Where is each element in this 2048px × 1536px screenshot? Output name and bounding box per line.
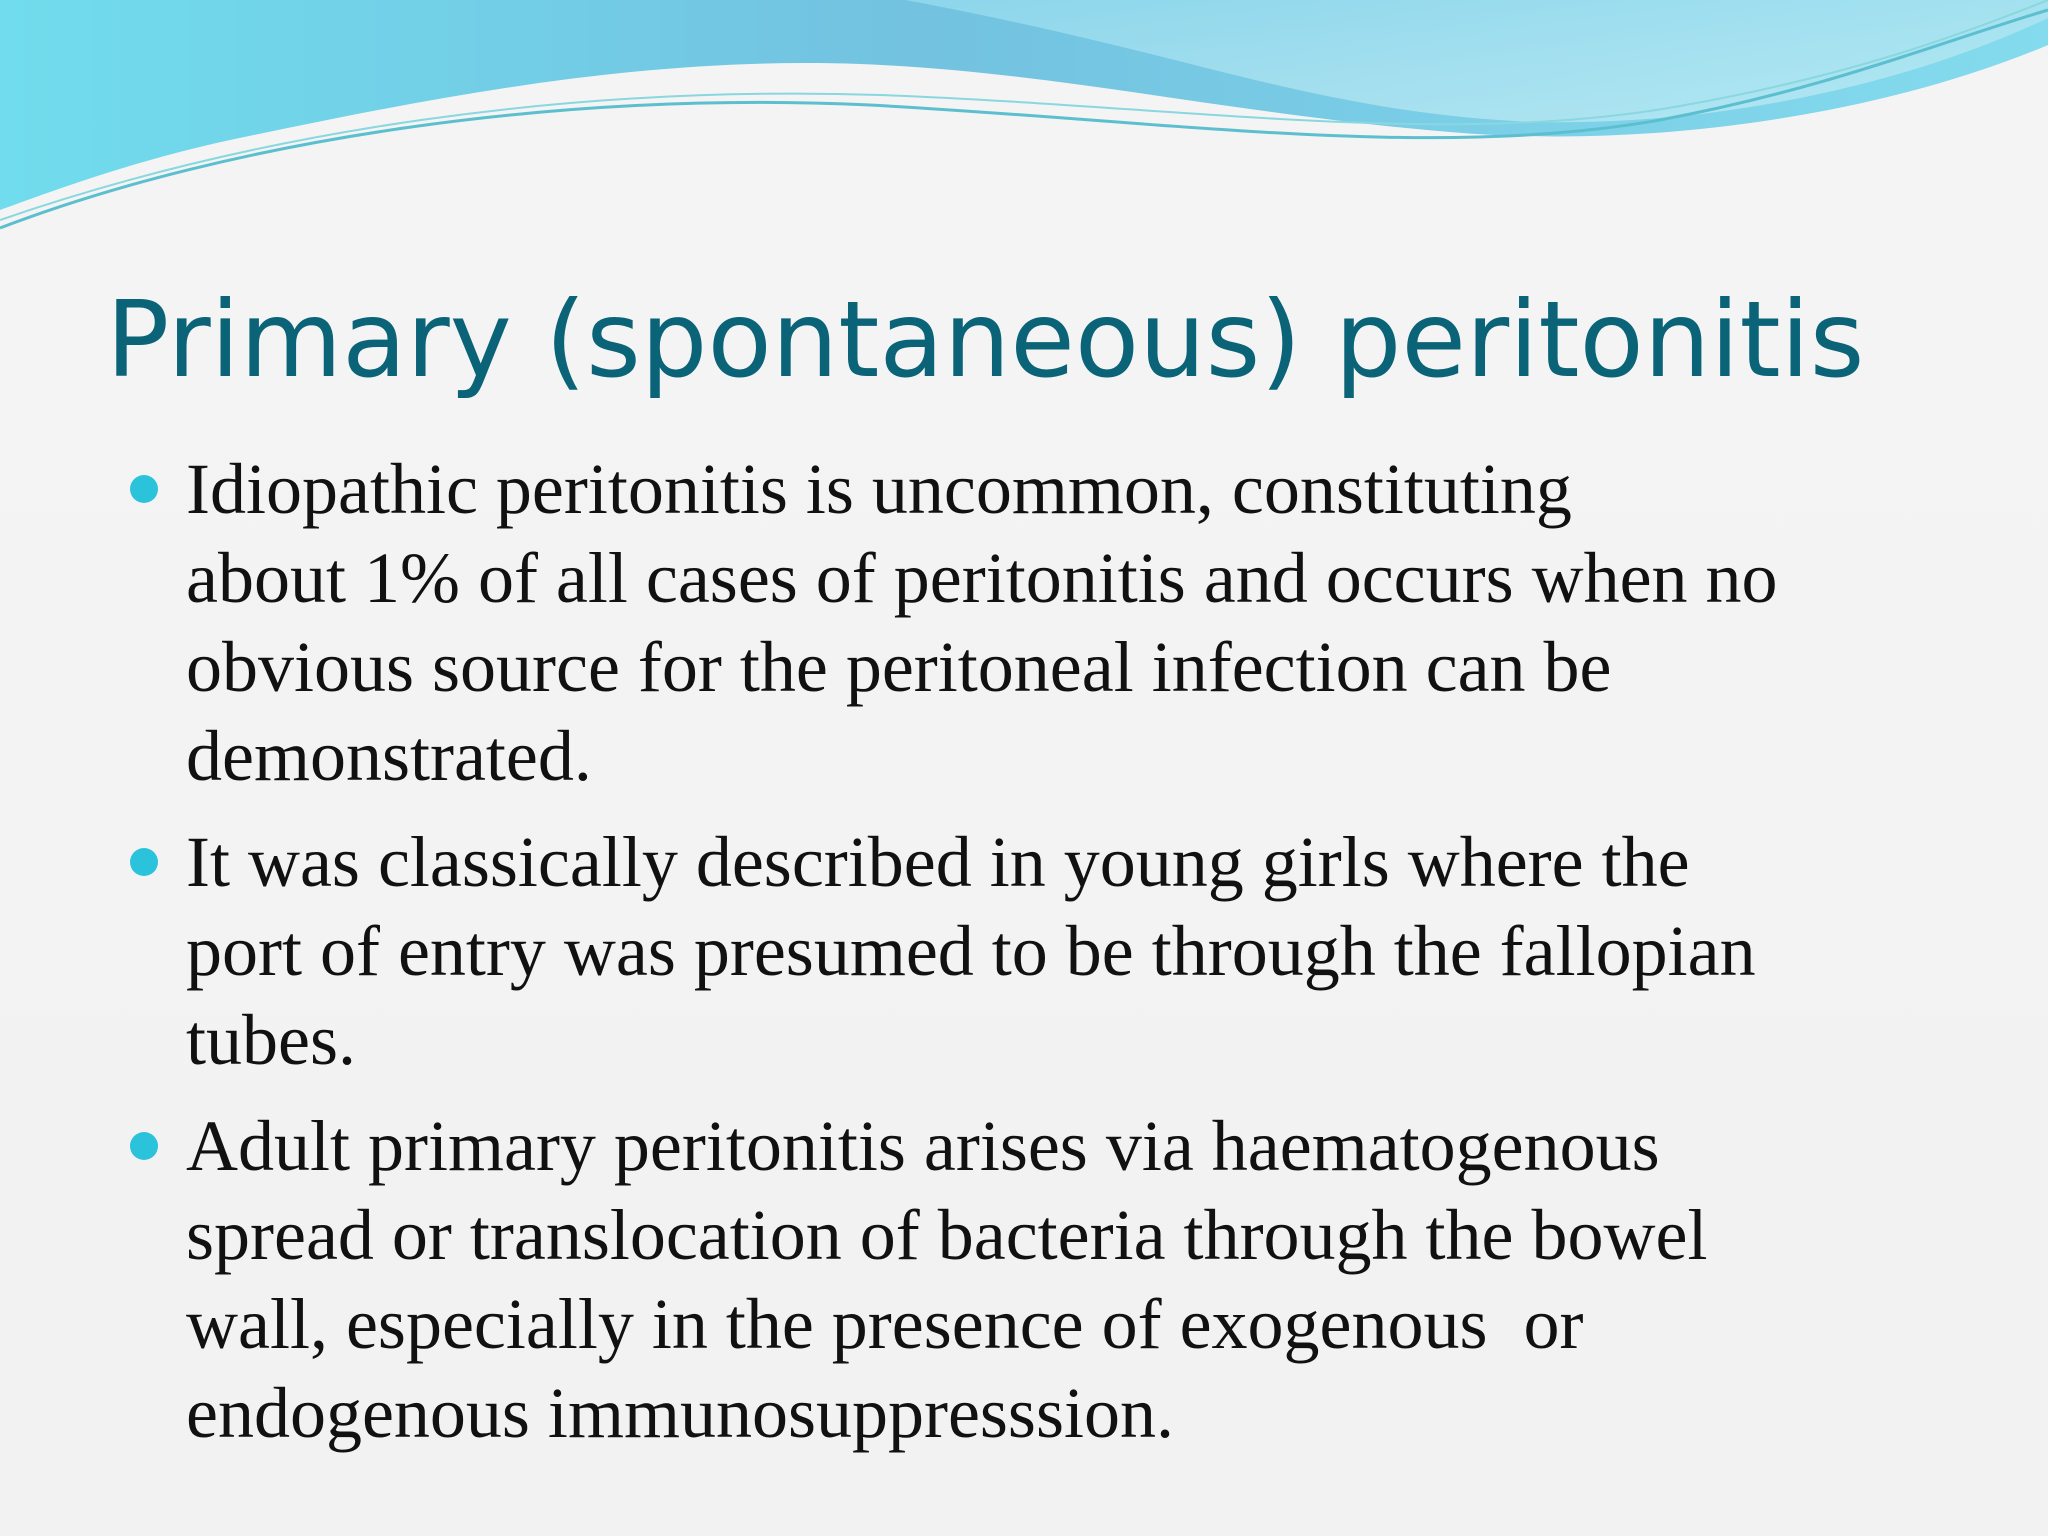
bullet-item-classical-description — [130, 818, 1930, 1085]
bullet-list — [130, 445, 1930, 1475]
bullet-dot-icon — [130, 1132, 158, 1160]
slide-title: Primary (spontaneous) peritonitis — [106, 279, 1865, 401]
bullet-text-line: demonstrated. — [186, 716, 592, 796]
bullet-dot-icon — [130, 848, 158, 876]
bullet-text-line: It was classically described in young girls where the — [186, 822, 1690, 902]
bullet-text-line: obvious source for the peritoneal infection can be — [186, 627, 1612, 707]
bullet-item-adult-primary — [130, 1102, 1930, 1458]
bullet-item-idiopathic — [130, 445, 1930, 801]
bullet-text-line: port of entry was presumed to be through the fallopian — [186, 911, 1756, 991]
bullet-text-line: Idiopathic peritonitis is uncommon, constituting — [186, 449, 1572, 529]
bullet-text-line: wall, especially in the presence of exogenous or — [186, 1284, 1584, 1364]
bullet-text-line: about 1% of all cases of peritonitis and occurs when no — [186, 538, 1778, 618]
bullet-dot-icon — [130, 475, 158, 503]
bullet-text-line: Adult primary peritonitis arises via haematogenous — [186, 1106, 1660, 1186]
bullet-text-line: spread or translocation of bacteria through the bowel — [186, 1195, 1708, 1275]
bullet-text-line: endogenous immunosuppresssion. — [186, 1373, 1174, 1453]
header-wave-decoration — [0, 0, 2048, 260]
bullet-text-line: tubes. — [186, 1000, 356, 1080]
